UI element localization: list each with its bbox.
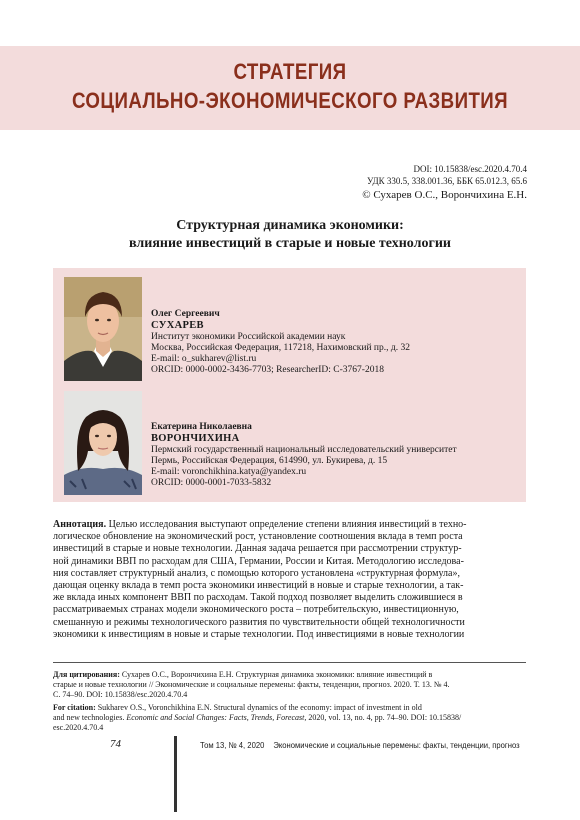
footer-issue: Том 13, № 4, 2020 [200, 740, 265, 750]
journal-title-line1: СТРАТЕГИЯ [233, 59, 347, 84]
citation-en-line [53, 713, 526, 723]
footer-bar [174, 736, 177, 812]
author-photo-voronchikhina [64, 391, 142, 495]
citation-ru-line [53, 670, 526, 680]
author-block-1 [151, 309, 410, 377]
abstract-line: ной динамики ВВП по расходам для США, Германии, России и Китая. Методологию исследова- [53, 555, 464, 567]
abstract-label: Аннотация. [53, 519, 107, 530]
citation-en-line: esc.2020.4.70.4 [53, 723, 104, 732]
citation-en [53, 703, 526, 733]
citation-ru-label: Для цитирования: [53, 670, 120, 679]
citation-ru-line: старые и новые технологии // Экономические и социальные перемены: факты, тенденции, прогноз. 2020. Т. 13. № 4. [53, 680, 450, 689]
author-1-orcid: ORCID: 0000-0002-3436-7703; ResearcherID: C-3767-2018 [151, 365, 384, 376]
author-1-address: Москва, Российская Федерация, 117218, Нахимовский пр., д. 32 [151, 342, 410, 353]
abstract-line: же вклада иных компонент ВВП по расходам. Такой подход позволяет выделить сложившиеся в [53, 592, 463, 604]
author-1-name: Олег Сергеевич [151, 309, 220, 319]
citation-en-label: For citation: [53, 703, 96, 712]
divider [53, 662, 526, 663]
doi: DOI: 10.15838/esc.2020.4.70.4 [413, 164, 527, 174]
citation-ru [53, 670, 526, 700]
footer-running-head [200, 740, 520, 750]
abstract-line: рассматриваемых странах модели экономического роста – потребительскую, инвестиционную, [53, 604, 459, 616]
abstract-text: Целью исследования выступают определение степени влияния инвестиций в техно- [106, 519, 467, 530]
abstract-line: смешанную и режимы технологического развития по чувствительности общей технологичности [53, 616, 465, 628]
article-title-line2: влияние инвестиций в старые и новые технологии [129, 236, 451, 251]
abstract-line: ния составляет структурный анализ, с помощью которого установлена «структурная формула», [53, 567, 460, 579]
citation-en-journal: Economic and Social Changes: Facts, Trends, Forecast [126, 713, 305, 722]
author-2-name: Екатерина Николаевна [151, 422, 252, 432]
author-1-affiliation: Институт экономики Российской академии наук [151, 331, 346, 342]
abstract-line: логическое обновление на экономический рост, установление соотношения вклада в темп роста [53, 531, 463, 543]
citation-ru-text: Сухарев О.С., Ворончихина Е.Н. Структурная динамика экономики: влияние инвестиций в [119, 670, 433, 679]
udk: УДК 330.5, 338.001.36, ББК 65.012.3, 65.6 [367, 176, 527, 186]
article-title-line1: Структурная динамика экономики: [176, 218, 404, 233]
abstract [53, 519, 526, 641]
page-number: 74 [110, 738, 121, 750]
citation-en-text: Sukharev O.S., Voronchikhina E.N. Structural dynamics of the economy: impact of investment in old [95, 703, 422, 712]
author-2-email[interactable]: E-mail: voronchikhina.katya@yandex.ru [151, 467, 307, 478]
journal-title-line2: СОЦИАЛЬНО-ЭКОНОМИЧЕСКОГО РАЗВИТИЯ [71, 88, 509, 113]
author-block-2 [151, 422, 457, 490]
citation-en-text: and new technologies. [53, 713, 127, 722]
footer-journal: Экономические и социальные перемены: факты, тенденции, прогноз [273, 740, 520, 750]
author-2-address: Пермь, Российская Федерация, 614990, ул. Букирева, д. 15 [151, 455, 388, 466]
citation-en-text: , 2020, vol. 13, no. 4, pp. 74–90. DOI: 10.15838/ [304, 713, 462, 722]
copyright: © Сухарев О.С., Ворончихина Е.Н. [362, 189, 527, 201]
abstract-line: инвестиций в старые и новые технологии. Данная задача решается при рассмотрении структур- [53, 543, 462, 555]
citation-ru-line: С. 74–90. DOI: 10.15838/esc.2020.4.70.4 [53, 690, 188, 699]
author-2-surname: ВОРОНЧИХИНА [151, 433, 240, 445]
citation-en-line [53, 703, 526, 713]
author-2-affiliation: Пермский государственный национальный исследовательский университет [151, 444, 457, 455]
abstract-line: экономики к инвестициям в новые и старые технологии. Под инвестициями в новые технологии [53, 628, 465, 640]
author-photo-sukharev [64, 277, 142, 381]
author-1-email[interactable]: E-mail: o_sukharev@list.ru [151, 354, 257, 365]
abstract-line: дающая оценку вклада в темп роста экономики инвестиций в новые и старые технологии, а так- [53, 580, 464, 592]
author-2-orcid: ORCID: 0000-0001-7033-5832 [151, 478, 272, 489]
abstract-line [53, 519, 526, 531]
author-1-surname: СУХАРЕВ [151, 320, 204, 332]
